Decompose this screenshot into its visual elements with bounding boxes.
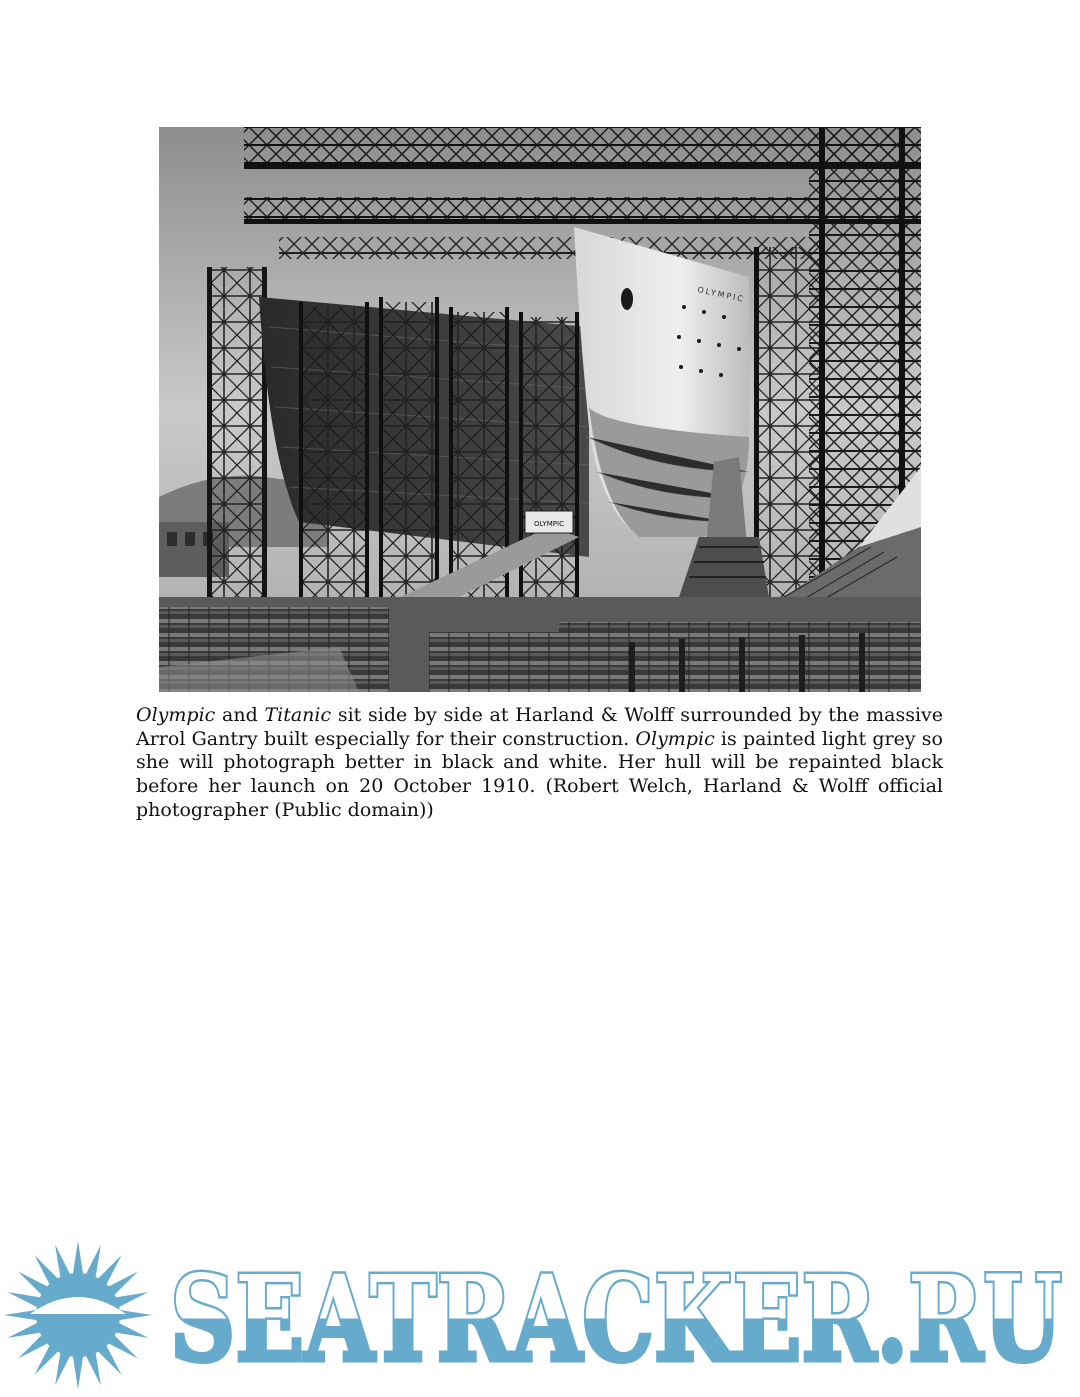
- sun-ray: [8, 1292, 42, 1308]
- sun-ray: [114, 1322, 148, 1338]
- ship-name-titanic: Titanic: [264, 704, 332, 726]
- sun-ray: [85, 1351, 101, 1385]
- sun-icon: [0, 1240, 160, 1390]
- photo-caption: [136, 704, 943, 823]
- logo-text: SEATRACKER.RU: [170, 1262, 1062, 1377]
- sun-ray: [114, 1292, 148, 1308]
- sun-ray: [85, 1245, 101, 1279]
- shipyard-photo: [159, 127, 921, 692]
- caption-text: sit side by side at Harland & Wolff surrounded by the massive Arrol Gantry built especially for their construction.: [136, 704, 944, 750]
- sun-ray: [55, 1245, 71, 1279]
- sun-ray: [55, 1351, 71, 1385]
- sun-ray: [118, 1310, 152, 1321]
- hull-lettering: OLYMPIC: [696, 285, 746, 304]
- site-logo: [168, 1262, 1068, 1377]
- sun-ray: [73, 1241, 84, 1275]
- yard-sign: OLYMPIC: [534, 520, 564, 528]
- caption-text: is painted light grey so she will photograph better in black and white. Her hull will be repainted black before her launch on 20 October 1910. (Robert Welch, Harland & Wolff official photographer (Public domain)): [136, 727, 943, 821]
- ship-name-olympic: Olympic: [635, 727, 715, 750]
- sun-ray: [73, 1355, 84, 1389]
- caption-text: and: [215, 704, 265, 726]
- ship-name-olympic: Olympic: [136, 704, 216, 726]
- sun-ray: [8, 1322, 42, 1338]
- sun-ray: [4, 1310, 38, 1321]
